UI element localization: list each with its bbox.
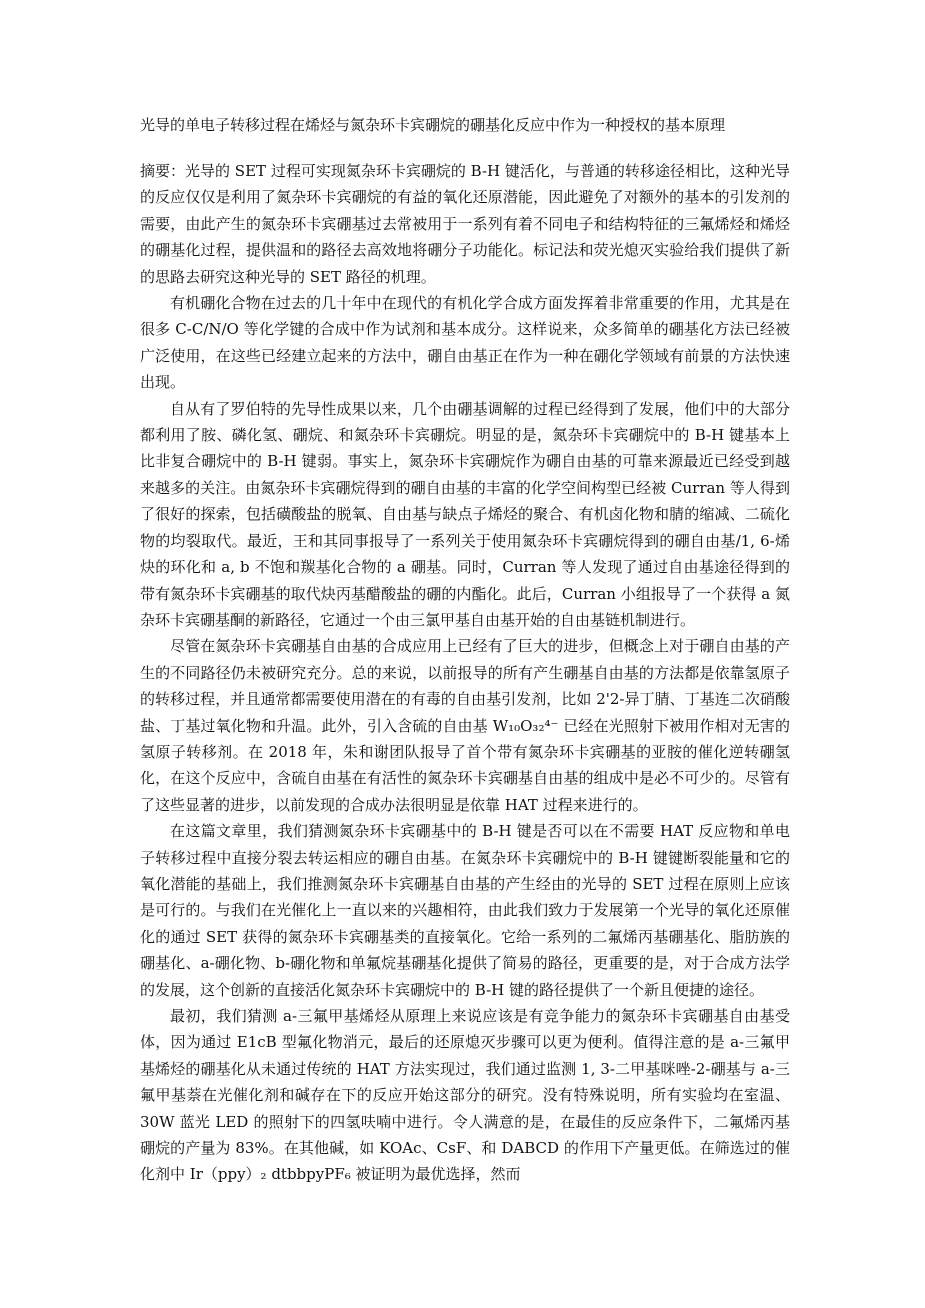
- body-paragraph-5: 最初，我们猜测 a-三氟甲基烯烃从原理上来说应该是有竞争能力的氮杂环卡宾硼基自由基受体，因为通过 E1cB 型氟化物消元，最后的还原熄灭步骤可以更为便利。值得注意的是 a-三氟甲基烯烃的硼基化从未通过传统的 HAT 方法实现过，我们通过监测 1, 3-二甲基咪唑-2-硼基与 a-三氟甲基萘在光催化剂和碱存在下的反应开始这部分的研究。没有特殊说明，所有实验均在室温、30W 蓝光 LED 的照射下的四氢呋喃中进行。令人满意的是，在最佳的反应条件下，二氟烯丙基硼烷的产量为 83%。在其他碱，如 KOAc、CsF、和 DABCD 的作用下产量更低。在筛选过的催化剂中 Ir（ppy）₂ dtbbpyPF₆ 被证明为最优选择，然而: [140, 1007, 790, 1184]
- body-paragraph-2: 自从有了罗伯特的先导性成果以来，几个由硼基调解的过程已经得到了发展，他们中的大部分都利用了胺、磷化氢、硼烷、和氮杂环卡宾硼烷。明显的是，氮杂环卡宾硼烷中的 B-H 键基本上比非复合硼烷中的 B-H 键弱。事实上，氮杂环卡宾硼烷作为硼自由基的可靠来源最近已经受到越来越多的关注。由氮杂环卡宾硼烷得到的硼自由基的丰富的化学空间构型已经被 Curran 等人得到了很好的探索，包括磺酸盐的脱氧、自由基与缺点子烯烃的聚合、有机卤化物和腈的缩减、二硫化物的均裂取代。最近，王和其同事报导了一系列关于使用氮杂环卡宾硼烷得到的硼自由基/1, 6-烯炔的环化和 a, b 不饱和羰基化合物的 a 硼基。同时，Curran 等人发现了通过自由基途径得到的带有氮杂环卡宾硼基的取代炔丙基醋酸盐的硼的内酯化。此后，Curran 小组报导了一个获得 a 氮杂环卡宾硼基酮的新路径，它通过一个由三氯甲基自由基开始的自由基链机制进行。: [140, 399, 790, 629]
- body-paragraph-4: 在这篇文章里，我们猜测氮杂环卡宾硼基中的 B-H 键是否可以在不需要 HAT 反应物和单电子转移过程中直接分裂去转运相应的硼自由基。在氮杂环卡宾硼烷中的 B-H 键键断裂能量和它的氧化潜能的基础上，我们推测氮杂环卡宾硼基自由基的产生经由的光导的 SET 过程在原则上应该是可行的。与我们在光催化上一直以来的兴趣相符，由此我们致力于发展第一个光导的氧化还原催化的通过 SET 获得的氮杂环卡宾硼基类的直接氧化。它给一系列的二氟烯丙基硼基化、脂肪族的硼基化、a-硼化物、b-硼化物和单氟烷基硼基化提供了简易的路径，更重要的是，对于合成方法学的发展，这个创新的直接活化氮杂环卡宾硼烷中的 B-H 键的路径提供了一个新且便捷的途径。: [140, 822, 790, 999]
- body-paragraph-1: 有机硼化合物在过去的几十年中在现代的有机化学合成方面发挥着非常重要的作用，尤其是在很多 C-C/N/O 等化学键的合成中作为试剂和基本成分。这样说来，众多简单的硼基化方法已经被广泛使用，在这些已经建立起来的方法中，硼自由基正在作为一种在硼化学领域有前景的方法快速出现。: [140, 294, 790, 392]
- document-body: [140, 158, 790, 1188]
- document-title: 光导的单电子转移过程在烯烃与氮杂环卡宾硼烷的硼基化反应中作为一种授权的基本原理: [140, 116, 726, 134]
- body-paragraph-3: 尽管在氮杂环卡宾硼基自由基的合成应用上已经有了巨大的进步，但概念上对于硼自由基的产生的不同路径仍未被研究充分。总的来说，以前报导的所有产生硼基自由基的方法都是依靠氢原子的转移过程，并且通常都需要使用潜在的有毒的自由基引发剂，比如 2'2-异丁腈、丁基连二次硝酸盐、丁基过氧化物和升温。此外，引入含硫的自由基 W₁₀O₃₂⁴⁻ 已经在光照射下被用作相对无害的氢原子转移剂。在 2018 年，朱和谢团队报导了首个带有氮杂环卡宾硼基的亚胺的催化逆转硼氢化，在这个反应中，含硫自由基在有活性的氮杂环卡宾硼基自由基的组成中是必不可少的。尽管有了这些显著的进步，以前发现的合成办法很明显是依靠 HAT 过程来进行的。: [140, 637, 790, 814]
- abstract-paragraph: 摘要：光导的 SET 过程可实现氮杂环卡宾硼烷的 B-H 键活化，与普通的转移途径相比，这种光导的反应仅仅是利用了氮杂环卡宾硼烷的有益的氧化还原潜能，因此避免了对额外的基本的引发剂的需要，由此产生的氮杂环卡宾硼基过去常被用于一系列有着不同电子和结构特征的三氟烯烃和烯烃的硼基化过程，提供温和的路径去高效地将硼分子功能化。标记法和荧光熄灭实验给我们提供了新的思路去研究这种光导的 SET 路径的机理。: [140, 162, 790, 286]
